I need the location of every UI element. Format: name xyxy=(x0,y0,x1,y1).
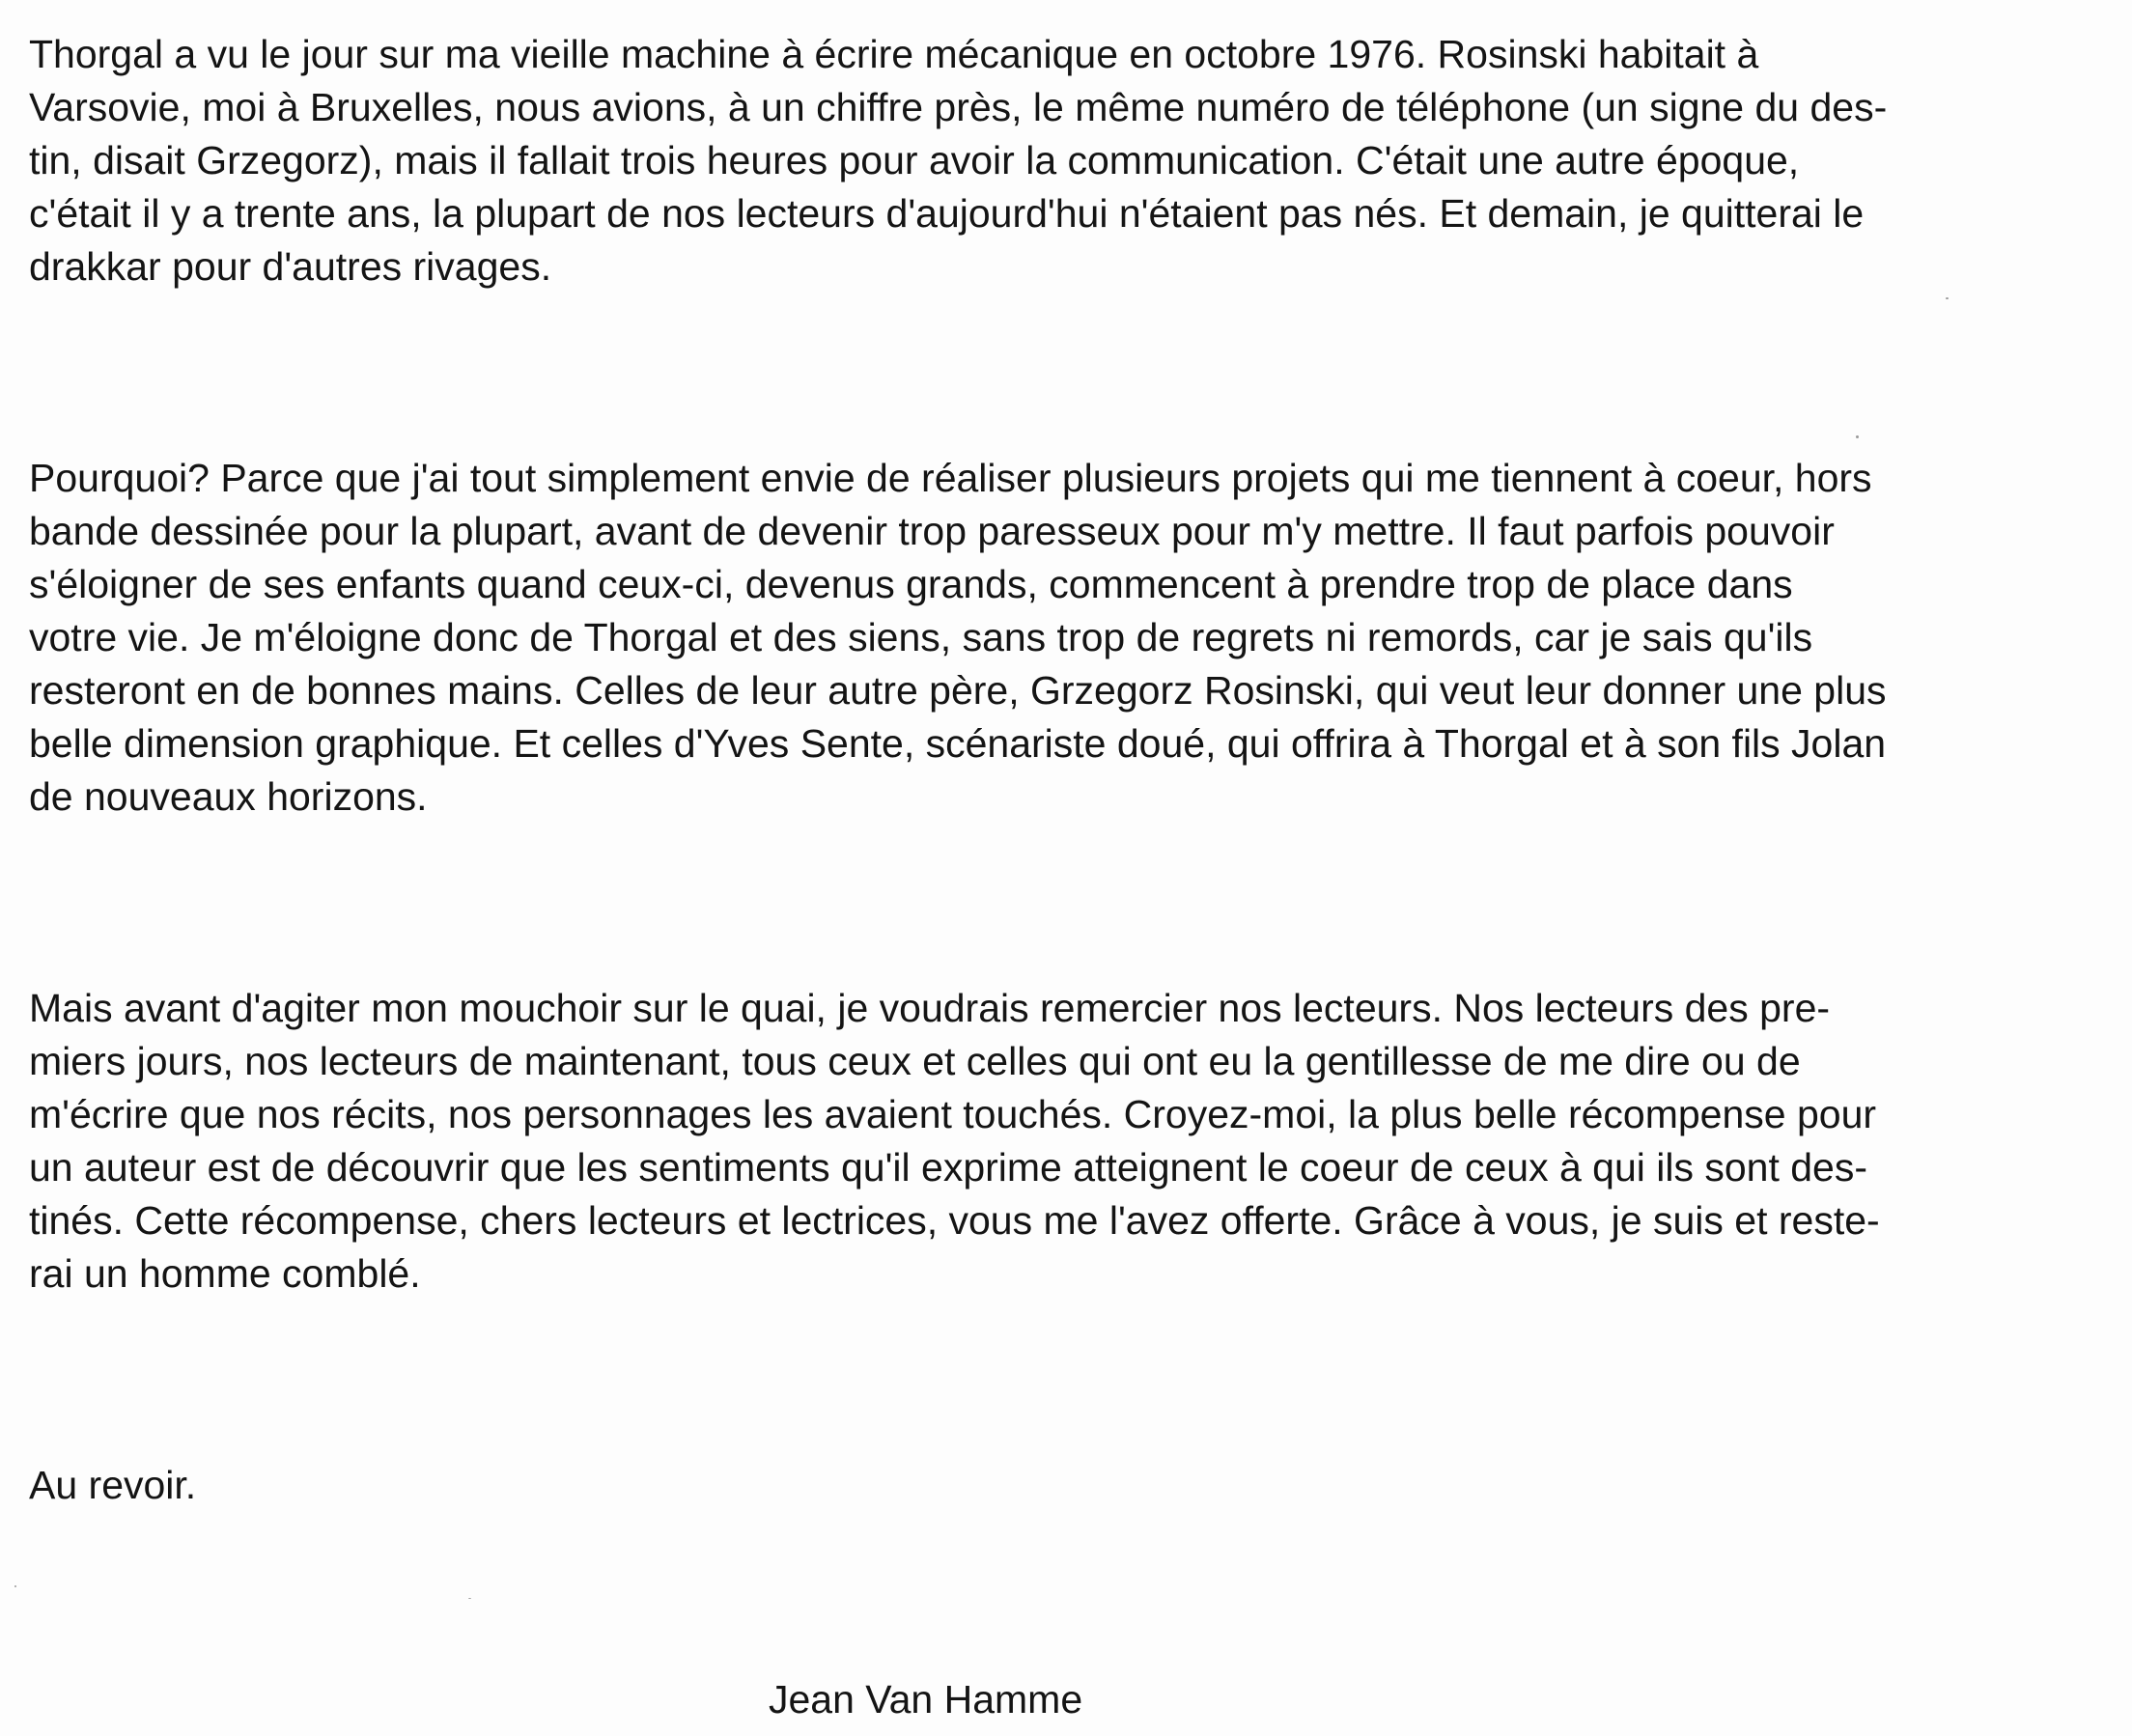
paragraph-3-line-4: un auteur est de découvrir que les sentiments qu'il exprime atteignent le coeur de ceux à qui ils sont des- xyxy=(29,1145,1868,1190)
paragraph-1-line-2: Varsovie, moi à Bruxelles, nous avions, à un chiffre près, le même numéro de téléphone (un signe du des- xyxy=(29,85,1888,129)
paragraph-3-line-5: tinés. Cette récompense, chers lecteurs et lectrices, vous me l'avez offerte. Grâce à vous, je suis et reste- xyxy=(29,1198,1880,1243)
paragraph-1-line-3: tin, disait Grzegorz), mais il fallait trois heures pour avoir la communication. C'était une autre époque, xyxy=(29,138,1800,182)
paragraph-3-line-6: rai un homme comblé. xyxy=(29,1251,421,1296)
paragraph-2-line-7: de nouveaux horizons. xyxy=(29,774,428,819)
paragraph-2-line-1: Pourquoi? Parce que j'ai tout simplement envie de réaliser plusieurs projets qui me tiennent à coeur, hors xyxy=(29,456,1872,500)
paragraph-1-line-4: c'était il y a trente ans, la plupart de nos lecteurs d'aujourd'hui n'étaient pas nés. Et demain, je quitterai le xyxy=(29,191,1865,236)
paragraph-2-line-4: votre vie. Je m'éloigne donc de Thorgal et des siens, sans trop de regrets ni remords, car je sais qu'ils xyxy=(29,615,1813,659)
paragraph-2-line-5: resteront en de bonnes mains. Celles de leur autre père, Grzegorz Rosinski, qui veut leur donner une plus xyxy=(29,668,1887,713)
paragraph-4-line-1: Au revoir. xyxy=(29,1463,197,1507)
paragraph-3-line-1: Mais avant d'agiter mon mouchoir sur le quai, je voudrais remercier nos lecteurs. Nos lecteurs des pre- xyxy=(29,986,1831,1030)
scan-speck xyxy=(468,1598,471,1599)
paragraph-2-line-2: bande dessinée pour la plupart, avant de devenir trop paresseux pour m'y mettre. Il faut parfois pouvoir xyxy=(29,509,1835,553)
scan-speck xyxy=(1946,297,1949,299)
paragraph-3-line-3: m'écrire que nos récits, nos personnages les avaient touchés. Croyez-moi, la plus belle récompense pour xyxy=(29,1092,1877,1136)
paragraph-2-line-6: belle dimension graphique. Et celles d'Yves Sente, scénariste doué, qui offrira à Thorgal et à son fils Jolan xyxy=(29,721,1887,766)
paragraph-3-line-2: miers jours, nos lecteurs de maintenant, tous ceux et celles qui ont eu la gentillesse de me dire ou de xyxy=(29,1039,1801,1083)
paragraph-1-line-5: drakkar pour d'autres rivages. xyxy=(29,244,552,289)
paragraph-2-line-3: s'éloigner de ses enfants quand ceux-ci, devenus grands, commencent à prendre trop de place dans xyxy=(29,562,1793,606)
signature: Jean Van Hamme xyxy=(769,1677,1083,1722)
scan-speck xyxy=(1856,435,1859,438)
scan-speck xyxy=(14,1585,16,1587)
paragraph-1-line-1: Thorgal a vu le jour sur ma vieille machine à écrire mécanique en octobre 1976. Rosinski habitait à xyxy=(29,32,1759,76)
